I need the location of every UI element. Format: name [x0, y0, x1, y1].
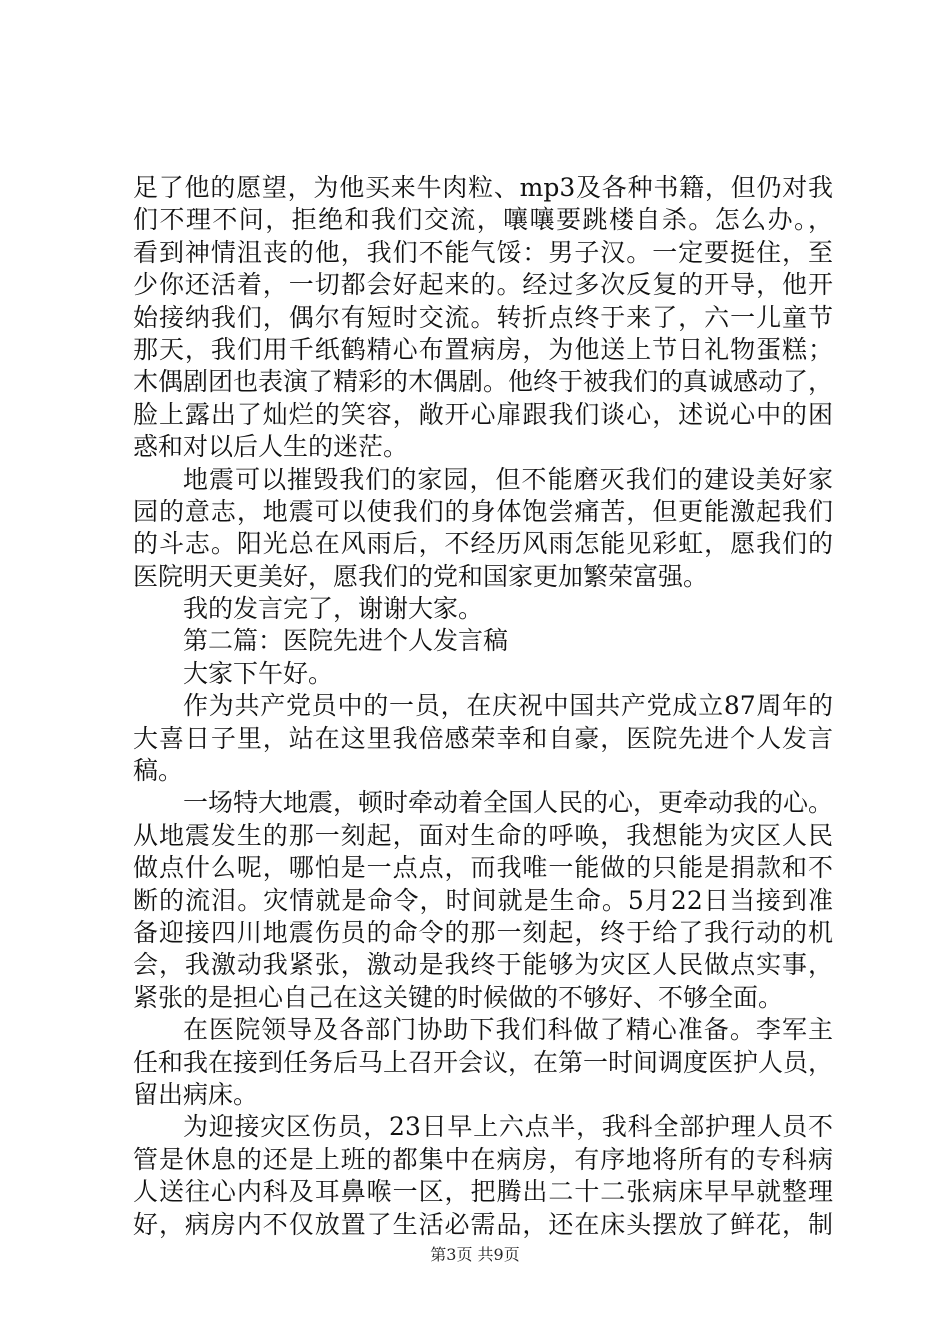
closing-remark: 我的发言完了，谢谢大家。 — [183, 594, 484, 624]
paragraph-start-line: 在医院领导及各部门协助下我们科做了精心准备。李军主 — [183, 1015, 833, 1045]
text-line: 会，我激动我紧张，激动是我终于能够为灾区人民做点实事， — [133, 950, 833, 980]
paragraph-start-line: 作为共产党员中的一员，在庆祝中国共产党成立87周年的 — [183, 691, 833, 721]
text-line: 做点什么呢，哪怕是一点点，而我唯一能做的只能是捐款和不 — [133, 853, 833, 883]
text-line: 留出病床。 — [133, 1079, 259, 1109]
text-line: 稿。 — [133, 756, 184, 786]
text-line: 从地震发生的那一刻起，面对生命的呼唤，我想能为灾区人民 — [133, 820, 833, 850]
text-line: 好，病房内不仅放置了生活必需品，还在床头摆放了鲜花，制 — [133, 1209, 833, 1239]
text-line: 医院明天更美好，愿我们的党和国家更加繁荣富强。 — [133, 561, 709, 591]
text-line: 紧张的是担心自己在这关键的时候做的不够好、不够全面。 — [133, 982, 784, 1012]
text-line: 看到神情沮丧的他，我们不能气馁：男子汉。一定要挺住，至 — [133, 237, 833, 267]
paragraph-start-line: 地震可以摧毁我们的家园，但不能磨灭我们的建设美好家 — [183, 464, 833, 494]
page-footer: 第3页 共9页 — [430, 1245, 520, 1264]
paragraph-start-line: 为迎接灾区伤员，23日早上六点半，我科全部护理人员不 — [183, 1112, 833, 1142]
text-line: 断的流泪。灾情就是命令，时间就是生命。5月22日当接到准 — [133, 885, 833, 915]
text-line: 惑和对以后人生的迷茫。 — [133, 432, 409, 462]
text-line: 木偶剧团也表演了精彩的木偶剧。他终于被我们的真诚感动了， — [133, 367, 834, 397]
text-line: 脸上露出了灿烂的笑容，敞开心扉跟我们谈心，述说心中的困 — [133, 399, 833, 429]
text-line: 那天，我们用千纸鹤精心布置病房，为他送上节日礼物蛋糕； — [133, 334, 833, 364]
text-line: 少你还活着，一切都会好起来的。经过多次反复的开导，他开 — [133, 270, 833, 300]
greeting: 大家下午好。 — [183, 658, 334, 688]
text-line: 人送往心内科及耳鼻喉一区，把腾出二十二张病床早早就整理 — [133, 1177, 833, 1207]
text-line: 们不理不问，拒绝和我们交流，嚷嚷要跳楼自杀。怎么办。， — [133, 205, 833, 235]
text-line: 始接纳我们，偶尔有短时交流。转折点终于来了，六一儿童节 — [133, 302, 833, 332]
document-body — [133, 172, 833, 1241]
paragraph-start-line: 一场特大地震，顿时牵动着全国人民的心，更牵动我的心。 — [183, 788, 834, 818]
text-line: 足了他的愿望，为他买来牛肉粒、mp3及各种书籍，但仍对我 — [133, 173, 833, 202]
text-line: 管是休息的还是上班的都集中在病房，有序地将所有的专科病 — [133, 1144, 833, 1174]
text-line: 任和我在接到任务后马上召开会议，在第一时间调度医护人员， — [133, 1047, 834, 1077]
text-line: 备迎接四川地震伤员的命令的那一刻起，终于给了我行动的机 — [133, 917, 833, 947]
text-line: 园的意志，地震可以使我们的身体饱尝痛苦，但更能激起我们 — [133, 496, 833, 526]
section-heading: 第二篇：医院先进个人发言稿 — [183, 626, 509, 656]
text-line: 大喜日子里，站在这里我倍感荣幸和自豪，医院先进个人发言 — [133, 723, 833, 753]
text-line: 的斗志。阳光总在风雨后，不经历风雨怎能见彩虹，愿我们的 — [133, 529, 833, 559]
